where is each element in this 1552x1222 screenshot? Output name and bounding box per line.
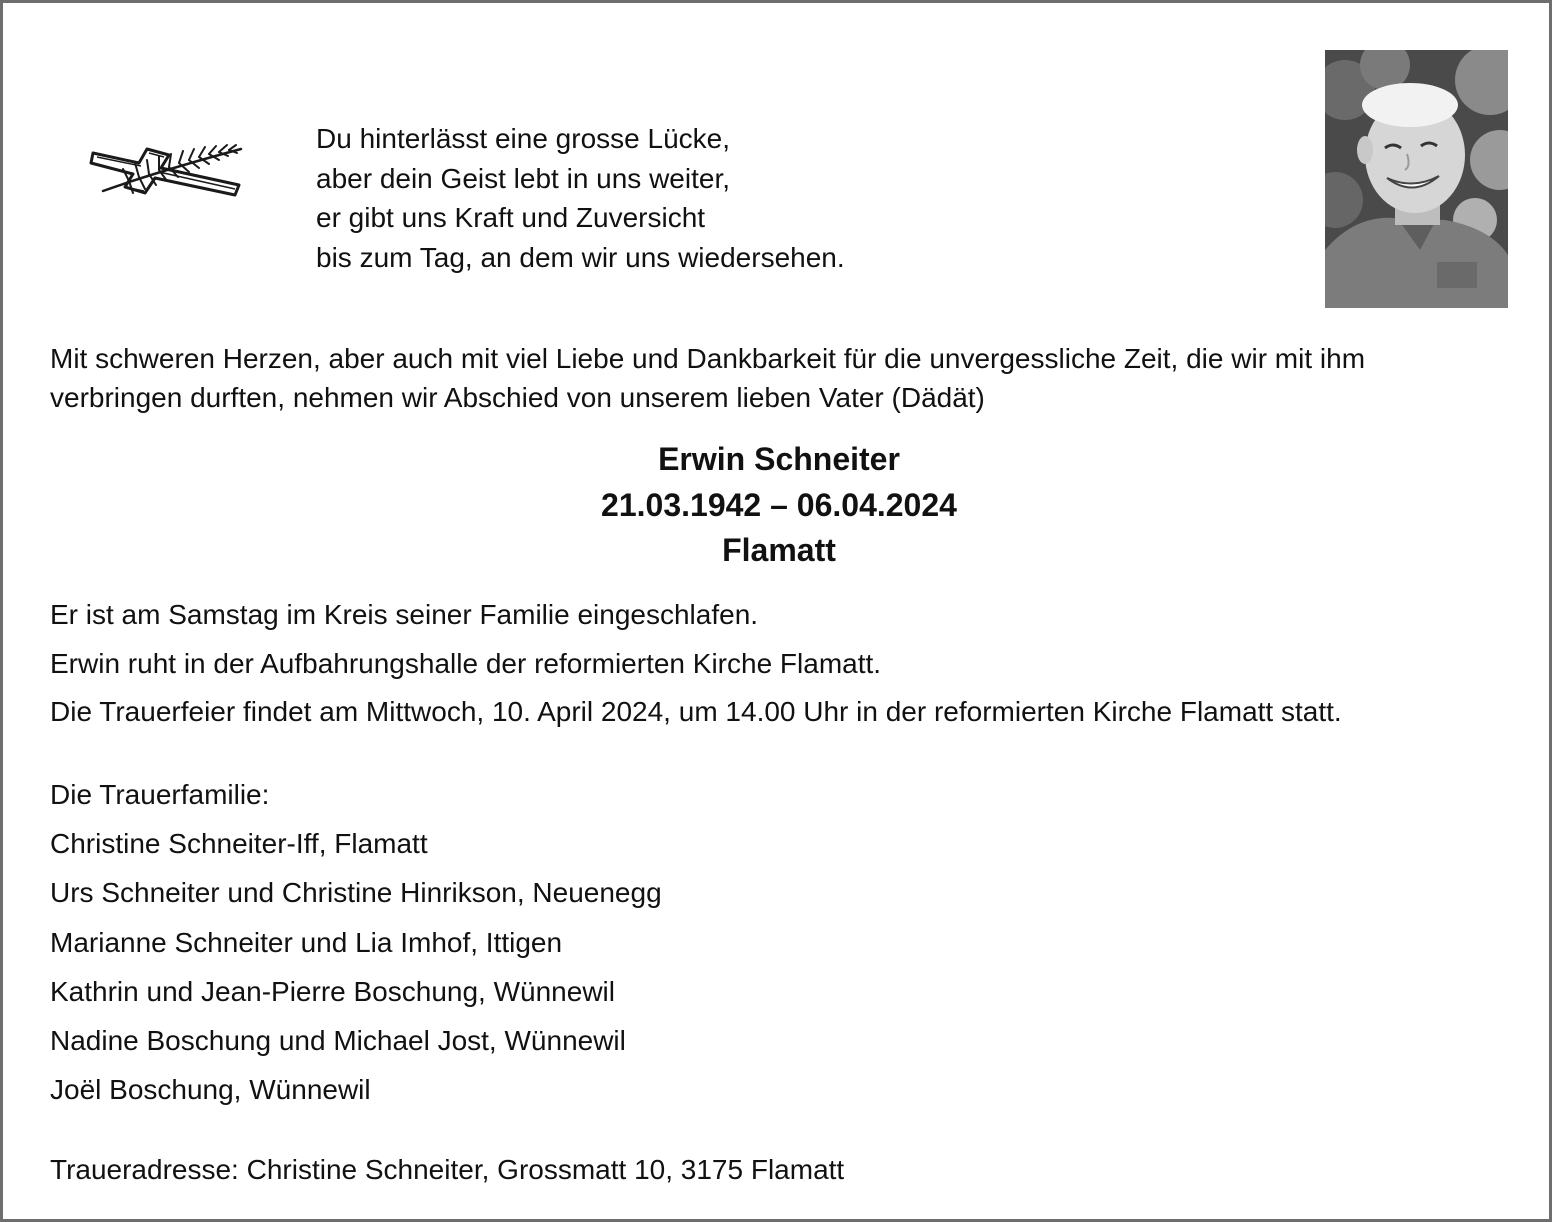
memorial-verse — [316, 119, 845, 277]
deceased-name: Erwin Schneiter — [658, 441, 900, 477]
intro-text — [50, 339, 1525, 417]
detail-line: Die Trauerfeier findet am Mittwoch, 10. April 2024, um 14.00 Uhr in der reformierten Kirche Flamatt statt. — [50, 696, 1342, 727]
verse-line: Du hinterlässt eine grosse Lücke, — [316, 123, 730, 154]
service-details — [50, 591, 1342, 737]
family-member: Nadine Boschung und Michael Jost, Wünnewil — [50, 1025, 626, 1057]
portrait-illustration — [1325, 50, 1508, 308]
family-member: Marianne Schneiter und Lia Imhof, Ittigen — [50, 926, 563, 958]
deceased-dates: 21.03.1942 – 06.04.2024 — [601, 486, 957, 523]
detail-line: Erwin ruht in der Aufbahrungshalle der reformierten Kirche Flamatt. — [50, 647, 882, 679]
deceased-heading — [3, 437, 1552, 574]
family-member: Joël Boschung, Wünnewil — [50, 1074, 371, 1106]
cross-palm-icon — [89, 141, 249, 203]
family-member: Christine Schneiter-Iff, Flamatt — [50, 828, 428, 860]
family-member: Urs Schneiter und Christine Hinrikson, Neuenegg — [50, 877, 662, 909]
portrait-photo — [1325, 50, 1508, 308]
verse-line: er gibt uns Kraft und Zuversicht — [316, 202, 706, 233]
family-member: Kathrin und Jean-Pierre Boschung, Wünnewil — [50, 975, 615, 1007]
verse-line: aber dein Geist lebt in uns weiter, — [316, 162, 731, 194]
verse-line: bis zum Tag, an dem wir uns wiedersehen. — [316, 241, 845, 273]
detail-line: Er ist am Samstag im Kreis seiner Familie eingeschlafen. — [50, 599, 759, 630]
intro-line: verbringen durften, nehmen wir Abschied von unserem lieben Vater (Dädät) — [50, 382, 985, 413]
family-list — [50, 770, 662, 1114]
deceased-place: Flamatt — [722, 532, 836, 568]
intro-line: Mit schweren Herzen, aber auch mit viel Liebe und Dankbarkeit für die unvergessliche Zeit, die wir mit ihm — [50, 343, 1366, 374]
mourning-address: Traueradresse: Christine Schneiter, Grossmatt 10, 3175 Flamatt — [50, 1154, 845, 1185]
family-heading: Die Trauerfamilie: — [50, 779, 270, 810]
